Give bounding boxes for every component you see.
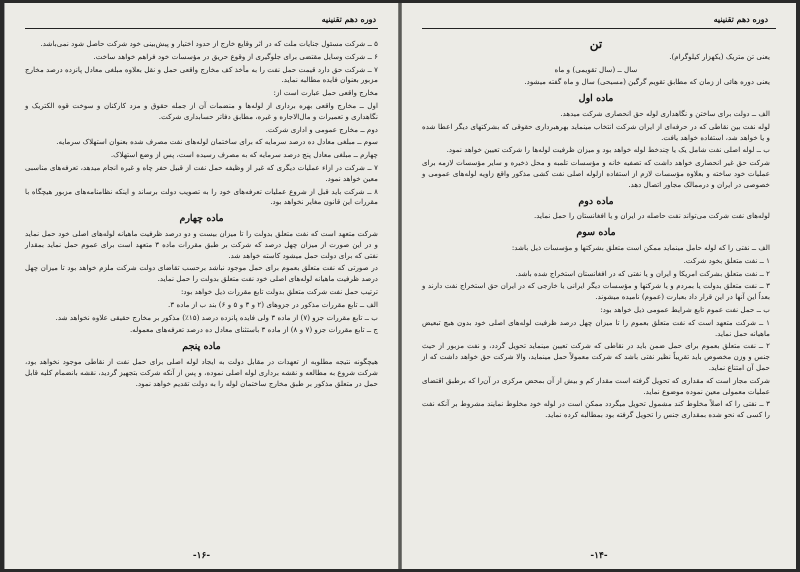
definition-line: سال ــ (سال تقویمی) و ماه: [554, 64, 638, 74]
article-3-paragraph: ۱ ــ نفت متعلق بخود شرکت.: [683, 255, 770, 265]
right-running-head: دوره دهم تقنینیه: [713, 14, 768, 24]
article-3-heading: ماده سوم: [576, 227, 616, 239]
article-3-paragraph: الف ــ نفتی را که لوله حامل مینماید ممکن است متعلق بشرکتها و مؤسسات ذیل باشد:: [511, 242, 770, 252]
article-4-heading: ماده چهارم: [179, 213, 224, 225]
right-page-body: [422, 39, 770, 423]
left-paragraph: مخارج واقعی حمل عبارت است از:: [273, 88, 378, 98]
left-header-rule: [25, 28, 378, 29]
article-1-paragraph: ب ــ لوله اصلی نفت شامل یک یا چندخط لوله خواهد بود و میزان ظرفیت لوله‌ها را شرکت تعیین خواهد نمود.: [446, 145, 770, 155]
left-running-head: دوره دهم تقنینیه: [321, 14, 376, 24]
definition-line: یعنی تن متریک (یکهزار کیلوگرام).: [669, 51, 770, 61]
article-2-paragraph: لوله‌های نفت شرکت می‌تواند نفت حاصله در ایران و یا افغانستان را حمل نماید.: [533, 211, 770, 221]
left-page: [4, 3, 398, 569]
left-paragraph: ۸ ــ شرکت باید قبل از شروع عملیات تعرفه‌های خود را به تصویب دولت برساند و اینکه نظامنامه‌های مزبور هیچگاه با مقررات این قانون مغایر نخواهد بود.: [25, 186, 378, 207]
article-1-paragraph: الف ــ دولت برای ساختن و نگاهداری لوله حق انحصاری شرکت میدهد.: [560, 108, 770, 118]
article-2-heading: ماده دوم: [578, 195, 614, 207]
article-4-paragraph: در صورتی که نفت متعلق بعموم برای حمل موجود نباشد برحسب تقاضای دولت شرکت ملزم خواهد بود تا میزان چهل درصد ظرفیت ماهیانه لوله‌های اصلی خود نفت متعلق بدولت را حمل نماید.: [25, 263, 378, 284]
article-3-paragraph: ۱ ــ شرکت متعهد است که نفت متعلق بعموم را تا میزان چهل درصد ظرفیت لوله‌های اصلی خود بدون هیچ تبعیض ماهیانه حمل نماید.: [422, 317, 770, 338]
left-paragraph: سوم ــ مبلغی معادل ده درصد سرمایه که برای ساختمان لوله‌های نفت مصرف شده بعنوان استهلاک سرمایه.: [56, 137, 378, 147]
article-4-paragraph: شرکت متعهد است که نفت متعلق بدولت را تا میزان بیست و دو درصد ظرفیت ماهیانه لوله‌های اصلی خود حمل نماید و در این صورت از میزان چهل درصد که شرکت بر طبق مقررات ماده ۳ متعهد است برای عموم حمل نماید بمقدار نفتی که برای دولت حمل میشود کاسته خواهد شد.: [25, 228, 378, 260]
left-page-number: -۱۶-: [192, 551, 211, 561]
left-paragraph: ۶ ــ شرکت وسایل مقتضی برای جلوگیری از وقوع حریق در مؤسسات خود فراهم خواهد ساخت.: [93, 51, 378, 61]
left-paragraph: ۷ ــ شرکت در ازاء عملیات دیگری که غیر از وظیفه حمل نفت از قبیل حفر چاه و غیره انجام میدهد، تعرفه‌های مناسبی معین خواهد نمود.: [25, 162, 378, 183]
article-3-paragraph: ۳ ــ نفت متعلق بدولت یا بمردم و یا شرکتها و مؤسسات دیگر ایرانی یا خارجی که در ایران حق استخراج نفت دارند و بعداً این آنها در این قرار داد بعبارت (عموم) نامیده میشوند.: [422, 281, 770, 302]
article-4-paragraph: الف ــ تابع مقررات مذکور در جزوهای (۲ و ۳ و ۵ و ۶) بند ب از ماده ۳.: [168, 299, 378, 309]
article-1-paragraph: لوله نفت بین نقاطی که در حرفه‌ای از ایران شرکت انتخاب مینماید بهرهبرداری حقوقی که بشرکتهای دیگر اعطا شده و یا خواهد شد، استفاده خواهد یافت.: [422, 121, 770, 142]
article-5-heading: ماده پنجم: [182, 341, 221, 353]
article-4-paragraph: ترتیب حمل نفت شرکت متعلق بدولت تابع مقررات ذیل خواهد بود:: [181, 286, 378, 296]
book-spread: [4, 3, 796, 569]
article-3-paragraph: ۳ ــ نفتی را که اصلاً مخلوط کند مشمول تحویل میگردد ممکن است در لوله خود مخلوط نمایند مشروط بر آنکه نفت را کسی که نحو شده بمقداری جنس را تحویل گرفته بود بمطالبه کرده نماید.: [422, 399, 770, 420]
left-paragraph: اول ــ مخارج واقعی بهره برداری از لوله‌ها و منضمات آن از جمله حقوق و مزد کارکنان و سوخت قوه الکتریک و نگاهداری و تعمیرات و مال‌الاجاره و غیره، مطابق دفاتر حسابداری شرکت.: [25, 100, 378, 121]
right-header-rule: [422, 28, 776, 29]
left-paragraph: ۷ ــ شرکت حق دارد قیمت حمل نفت را به مأخذ کف مخارج واقعی حمل و نقل بعلاوه مبلغی معادل پانزده درصد مخارج مزبور بعنوان فایده مطالبه نماید.: [25, 64, 378, 85]
right-page: [402, 3, 796, 569]
left-paragraph: چهارم ــ مبلغی معادل پنج درصد سرمایه که به مصرف رسیده است، پس از وضع استهلاک.: [110, 150, 378, 160]
article-4-paragraph: ب ــ تابع مقررات جزو (۷) از ماده ۳ ولی فایده پانزده درصد (۱۵٪) مذکور بر مخارج حقیقی علاوه نخواهد شد.: [55, 312, 378, 322]
article-3-paragraph: شرکت مجاز است که مقداری که تحویل گرفته است مقدار کم و بیش از آن بمحض مرکزی در آن‌را که برطبق اقتضای عملیات معمولی معین نموده موضوع نماید.: [422, 375, 770, 396]
right-page-number: -۱۴-: [590, 551, 608, 561]
definition-title: تن: [589, 37, 603, 51]
left-paragraph: دوم ــ مخارج عمومی و اداری شرکت.: [265, 124, 378, 134]
article-3-paragraph: ۲ ــ نفت متعلق بشرکت امریکا و ایران و یا نفتی که در افغانستان استخراج شده باشد.: [515, 268, 770, 278]
article-3-paragraph: ب ــ حمل نفت عموم تابع شرایط عمومی ذیل خواهد بود:: [600, 304, 770, 314]
left-paragraph: ۵ ــ شرکت مسئول جنایات ملت که در اثر وقایع خارج از حدود اختیار و پیش‌بینی خود شرکت حاصل شود نمی‌باشد.: [40, 39, 378, 48]
article-1-heading: ماده اول: [578, 93, 614, 105]
article-3-paragraph: ۲ ــ نفت متعلق بعموم برای حمل ضمن باید در نقاطی که شرکت تعیین مینماید تحویل گردد، و نفت مزبور از حیث جنس و وزن مخصوص باید تقریباً نظیر نفتی باشد که شرکت معمولاً حمل مینماید، والا شرکت حق خواهد داشت که از حمل آن امتناع نماید.: [422, 341, 770, 372]
definition-line: یعنی دوره هائی از زمان که مطابق تقویم گرگین (مسیحی) سال و ماه گفته میشود.: [524, 77, 770, 87]
article-5-paragraph: هیچگونه نتیجه مطلوبه از تعهدات در مقابل دولت به ایجاد لوله اصلی برای حمل نفت از نقاطی موجود نخواهد بود، شرکت شروع به مطالعه و نقشه برداری لوله اصلی نموده، و پس از آنکه شرکت بتجهیز گردید، نقشه بانضمام کلیه قابل حمل در متعلق مذکور بر طبق مخارج ساختمان لوله را به دولت تقدیم خواهد نمود.: [25, 356, 378, 388]
article-1-paragraph: شرکت حق غیر انحصاری خواهد داشت که تصفیه خانه و مؤسسات تلمبه و محل ذخیره و سایر مؤسسات لازمه برای عملیات خود ساخته و بعلاوه مؤسسات لازم از استفاده ازلوله اصلی نفت کشی مذکور واقع زاویه لوله‌های عمومی و خصوصی در ایران و درممالک مجاور اتصال دهد.: [422, 158, 770, 189]
article-4-paragraph: ج ــ تابع مقررات جزو (۷ و ۸) از ماده ۳ باستثنای معادل ده درصد تعرفه‌های معموله.: [129, 325, 378, 335]
left-page-body: [25, 39, 378, 391]
